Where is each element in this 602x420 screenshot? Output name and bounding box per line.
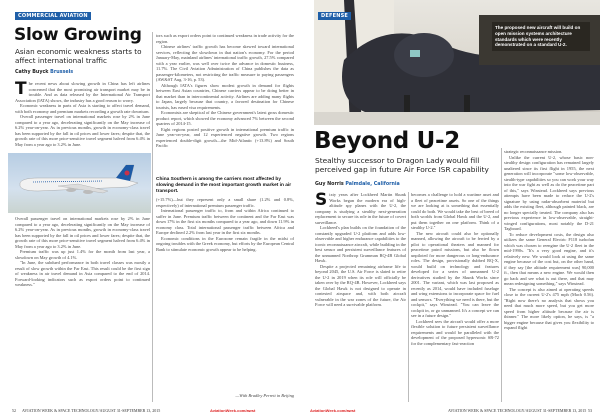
article-column-2 bbox=[411, 192, 499, 402]
paragraph: becomes a challenge to hold a wartime asset and a fleet of peacetime assets. So one of the things we are looking at is something that essentially could do both. We would take the best of breed of both worlds from Global Hawk and the U-2, and put them together on one platform. Think of a stealthy U-2." bbox=[411, 192, 499, 230]
article-column-2a bbox=[156, 33, 294, 173]
paragraph: Although IATA's figures show modest growth in demand for flights between East Asian countries, Chinese carriers appear to be doing better in that market than in intercontinental activity. Airlines are adding many flights to Japan, largely because that country, a favored destination for Chinese tourists, has eased visa requirements. bbox=[156, 82, 294, 110]
u2-aircraft-photo bbox=[314, 0, 600, 125]
paragraph: Overall passenger travel on international markets rose by 2% in June compared to a year ago, decelerating significantly on the May increase of 6.2% year-on-year. As in previous months, growth in economy-class travel has been supported by the fall in oil prices and lower fares; despite that, the growth rate of this more price-sensitive travel segment halved from 6.4% in May from a year ago to 3.2% in June. bbox=[15, 216, 150, 249]
folio: 52 bbox=[12, 408, 16, 413]
paragraph: The new aircraft could also be optionally manned, allowing the aircraft to be ferried by a pilot to operational theaters and manned for peacetime patrol missions, but also be flown unpiloted for more dangerous or long-endurance roles. The design, provisionally dubbed RQ-X, would build on technology and features developed for a series of unmanned U-2 derivatives studied by the Skunk Works since 2001. The variant, which was last proposed as recently as 2014, would have included fuselage and wing extensions to incorporate space for fuel and sensors. "Everything we need is there, but the cockpit," says Winstead. "You can leave the cockpit in, or go unmanned. It's a concept we can see in a future design." bbox=[411, 230, 499, 318]
location: Brussels bbox=[50, 70, 74, 75]
column-rule bbox=[408, 192, 409, 402]
paragraph: Economists are skeptical of the Chinese government's latest gross domestic product report, which showed the economy advanced 7% between the second quarters of 2014-15. bbox=[156, 110, 294, 126]
article-column-1b bbox=[15, 216, 150, 401]
paragraph: he recent news about slowing growth in China has left airlines concerned that the most promising air transport market may be in trouble. And as data released by the International Air Transport Association (IATA) shows, the industry has a good reason to worry. bbox=[15, 81, 150, 103]
drop-cap: T bbox=[15, 81, 27, 99]
byline bbox=[315, 182, 400, 187]
paragraph: "In June, the subdued performance in both travel classes was mostly a result of slow growth within the Far East. This result could be the first sign of weakness in air travel demand in Asia compared to the end of 2014. Forward-looking indicators such as export orders point to continued weakness." bbox=[15, 260, 150, 287]
paragraph: Lockheed sees the aircraft would offer a more flexible solution to future persistent surveillance requirements and would be paralleled with the development of the proposed hypersonic SR-72 for the complementary fast-reaction bbox=[411, 318, 499, 346]
paragraph: Overall passenger travel on international markets rose by 2% in June compared to a year ago, decelerating significantly on the May increase of 6.2% year-on-year. As in previous months, growth in economy-class travel has been supported by the fall in oil prices and lower fares; despite that, the growth rate of this more price-sensitive travel segment halved from 6.4% in May from a year ago to 3.2% in June. bbox=[15, 114, 150, 147]
subhead: Stealthy successor to Dragon Lady would fill perceived gap in future Air Force ISR capability bbox=[315, 156, 489, 174]
footer-url-link[interactable]: AviationWeek.com/awst bbox=[210, 408, 256, 413]
location: Palmdale, California bbox=[345, 182, 400, 187]
left-page bbox=[0, 0, 300, 420]
paragraph: Unlike the current U-2, whose basic non-stealthy design configuration has remained largely unaltered since its first flight in 1955, the next generation will incorporate "some low-observable, stealth-type capabilities so you can work your way into the war fight as well as do the peacetime part of this," says Winstead. Lockheed says previous attempts have been made to reduce the U-2's signature by using radar-absorbent material but adds the existing fleet, although painted black, are no longer specially treated. The company also has previous experience in low-observable, straight-winged configurations, most notably the D-21 Tagboard. bbox=[504, 154, 594, 231]
subhead: Asian economic weakness starts to affect international traffic bbox=[15, 47, 142, 65]
paragraph: Lockheed's plan builds on the foundation of the constantly upgraded U-2 platform and adds low-observable and higher endurance capabilities to the iconic reconnaissance aircraft, while building in the best sensor and persistent surveillance features of the unmanned Northrop Grumman RQ-4B Global Hawk. bbox=[315, 225, 406, 263]
section-tag: DEFENSE bbox=[318, 12, 351, 20]
airliner-photo bbox=[8, 153, 151, 213]
paragraph: Chinese airlines' traffic growth has become skewed toward international services, reflecting the slowdown in that nation's economy. For the period January-May, mainland airlines' international traffic growth, 27.5% compared with a year earlier, was well over twice the advance in domestic business, 11.7%. The Civil Aviation Administration of China publishes the data as passenger-kilometers, not restricting the traffic measure to paying passengers (AW&ST Aug. 3-16, p. 53). bbox=[156, 44, 294, 82]
footer-title: AVIATION WEEK & SPACE TECHNOLOGY/AUGUST 31-SEPTEMBER 13, 2015 bbox=[22, 408, 161, 413]
author: Cathy Buyck bbox=[15, 70, 49, 75]
paragraph: Premium traffic was up just 1.4% for the month from last year, a slowdown on May growth of 4.1%. bbox=[15, 249, 150, 260]
paragraph: strategic reconnaissance mission. bbox=[504, 149, 563, 154]
headline: Beyond U-2 bbox=[314, 128, 460, 154]
section-tag: COMMERCIAL AVIATION bbox=[15, 12, 91, 20]
folio: 53 bbox=[588, 408, 592, 413]
paragraph: To reduce development costs, the design also utilizes the same General Electric F118 turbofan which was chosen to reengine the U-2 fleet in the mid-1990s. "It's a very good engine, and it's relatively new. We would look at using the same engine because of the cost but, on the other hand, if they say [the altitude requirement was] 90,000 ft., then that means a new engine. We would then go back and see what is out there, and that may mean redesigning something," says Winstead. bbox=[504, 231, 594, 286]
paragraph: ixty years after Lockheed Martin Skunk Works began the modern era of high-altitude spy planes with the U-2, the company is studying a stealthy next-generation replacement to secure its role in the future of covert surveillance. bbox=[315, 192, 406, 225]
article-column-1a bbox=[15, 81, 150, 151]
right-page bbox=[302, 0, 602, 420]
photo-caption: China Southern is among the carriers most affected by slowing demand in the most important growth market in air transport. bbox=[156, 177, 292, 194]
paragraph: Economic conditions in the Eurozone remain fragile in the midst of ongoing troubles with the Greek economy, but efforts by the European Central Bank to stimulate economic growth appear to be helping. bbox=[156, 235, 294, 252]
headline: Slow Growing bbox=[14, 25, 142, 45]
paragraph: Economic weakness in parts of Asia is starting to affect travel demand, with both economy and premium markets recording a growth rate downturn. bbox=[15, 103, 150, 114]
article-column-3 bbox=[504, 149, 594, 402]
column-rule bbox=[152, 32, 153, 402]
photo-caption: The proposed new aircraft will build on open mission systems architecture standards which were recently demonstrated on a standard U-2. bbox=[495, 25, 581, 48]
column-rule bbox=[501, 148, 502, 402]
byline bbox=[15, 70, 73, 75]
paragraph: International passenger traffic to, from and within Africa continued to suffer in June. Premium traffic between the continent and the Far East was down 17% in the first six months compared to a year ago, and down 11.9% in economy class. Total international passenger traffic between Africa and Europe declined 2.2% from last year in the first six months. bbox=[156, 208, 294, 235]
article-column-2b bbox=[156, 197, 294, 389]
paragraph: Despite a projected remaining airframe life to beyond 2045, the U.S. Air Force is slated to retire the U-2 in 2019 when its role will officially be taken over by the RQ-4B. However, Lockheed says the Global Hawk is not designed to operate in contested airspace and, with both aircraft vulnerable in the war zones of the future, the Air Force will need a survivable platform. bbox=[315, 263, 406, 307]
article-column-1 bbox=[315, 192, 406, 402]
paragraph: The concept is also aimed at operating speeds close to the current U-2's 475 mph (Mach 0.56). "Right now there's no analysis that shows you need that much more speed, but you get more speed from higher altitude because the air is thinner." The more likely option, he says, is "a bigger engine because that gives you flexibility to expand flight bbox=[504, 286, 594, 330]
paragraph: Eight regions posted positive growth in international premium traffic in June year-on-year, and 12 experienced negative growth. Two regions experienced double-digit growth—the Mid-Atlantic (+13.8%) and South Pacific bbox=[156, 126, 294, 148]
photo-caption-box bbox=[492, 22, 590, 51]
author: Guy Norris bbox=[315, 182, 344, 187]
paragraph: (+15.7%)—but they represent only a small share (1.2% and 0.8%, respectively) of international premium passenger traffic. bbox=[156, 197, 294, 208]
signoff: —With Bradley Perrett in Beijing bbox=[235, 393, 294, 398]
footer-url-link[interactable]: AviationWeek.com/awst bbox=[310, 408, 356, 413]
drop-cap: S bbox=[315, 192, 328, 210]
paragraph: tors such as export orders point to continued weakness in trade activity for the region. bbox=[156, 33, 294, 44]
footer-title: AVIATION WEEK & SPACE TECHNOLOGY/AUGUST 31-SEPTEMBER 13, 2015 bbox=[448, 408, 587, 413]
